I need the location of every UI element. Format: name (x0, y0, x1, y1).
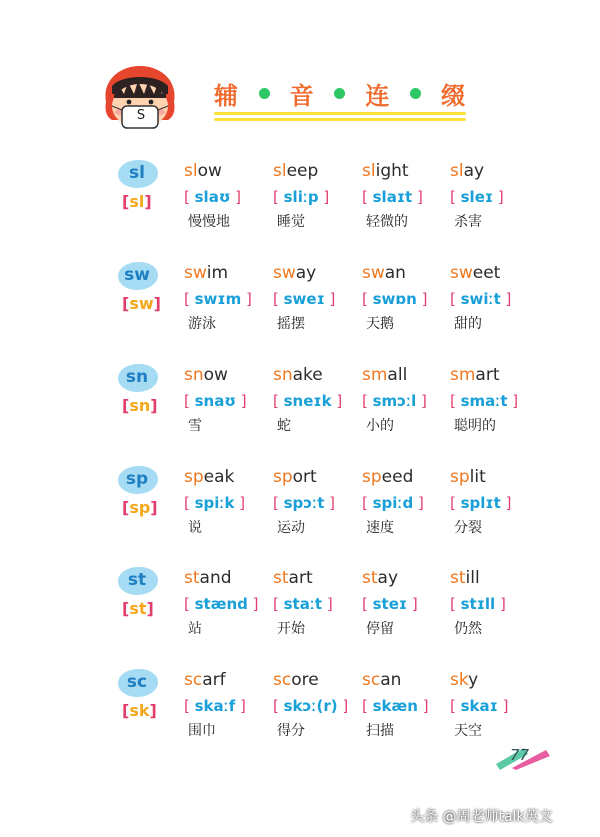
word-phonetic-text: stænd (194, 595, 248, 613)
word-lead-letters: sn (273, 365, 293, 385)
word-chinese: 小的 (366, 418, 394, 434)
word-rest-letters: ore (291, 670, 319, 690)
blend-row (0, 364, 600, 460)
word-chinese: 聪明的 (454, 418, 496, 434)
title-char: 连 (365, 81, 391, 110)
word-phonetic: [ swɪm ] (184, 290, 252, 308)
word-card (450, 466, 538, 537)
blend-row (0, 466, 600, 562)
word-lead-letters: sp (273, 467, 293, 487)
word-phonetic-text: swiːt (460, 290, 501, 308)
blend-ipa-text: sk (129, 701, 150, 720)
word-lead-letters: sp (184, 467, 204, 487)
word-phonetic-text: slaɪt (372, 188, 413, 206)
blend-ipa: [sn] (122, 396, 158, 415)
word-chinese: 速度 (366, 520, 394, 536)
word-phonetic: [ skæn ] (362, 697, 429, 715)
blend-label (118, 669, 162, 729)
word-card (184, 160, 272, 231)
blend-label (118, 567, 162, 627)
word-card (450, 669, 538, 740)
word-phonetic-text: stɪll (460, 595, 496, 613)
blend-label (118, 466, 162, 526)
word-rest-letters: eed (381, 467, 414, 487)
word-rest-letters: art (288, 568, 313, 588)
word-phonetic-text: smɔːl (372, 392, 417, 410)
word-rest-letters: ay (463, 161, 485, 181)
word-card (450, 364, 538, 435)
word-chinese: 慢慢地 (188, 214, 230, 230)
word-phonetic: [ smɔːl ] (362, 392, 427, 410)
blend-label (118, 160, 162, 220)
word-phonetic-text: steɪ (372, 595, 408, 613)
word-lead-letters: sl (273, 161, 287, 181)
word-phonetic: [ splɪt ] (450, 494, 512, 512)
blend-ipa-text: sn (129, 396, 151, 415)
word-phonetic: [ slaɪt ] (362, 188, 423, 206)
word-card (184, 364, 272, 435)
word-rest-letters: ay (377, 568, 399, 588)
word-phonetic-text: skæn (372, 697, 418, 715)
word-english (362, 669, 450, 691)
page-title (214, 78, 466, 122)
word-phonetic-text: spiːd (372, 494, 414, 512)
word-lead-letters: sw (273, 263, 296, 283)
word-rest-letters: ow (197, 161, 222, 181)
word-rest-letters: im (206, 263, 229, 283)
blend-text: st (127, 570, 147, 590)
word-card (362, 364, 450, 435)
word-chinese: 停留 (366, 621, 394, 637)
word-card (362, 567, 450, 638)
blend-text: sc (126, 672, 148, 692)
word-english (362, 466, 450, 488)
blend-ipa: [st] (122, 599, 154, 618)
word-phonetic-text: staːt (283, 595, 323, 613)
title-char: 缀 (440, 81, 466, 110)
word-rest-letters: arf (202, 670, 226, 690)
word-rest-letters: all (387, 365, 408, 385)
word-card (184, 262, 272, 333)
word-phonetic-text: snaʊ (194, 392, 236, 410)
avatar-badge: S (136, 108, 146, 123)
word-phonetic: [ spiːd ] (362, 494, 424, 512)
word-rest-letters: eak (203, 467, 235, 487)
word-card (273, 567, 361, 638)
watermark: 头条 @周老师talk英文 (410, 809, 553, 825)
word-phonetic: [ sneɪk ] (273, 392, 343, 410)
word-english (273, 262, 361, 284)
word-english (450, 669, 538, 691)
word-english (450, 160, 538, 182)
word-phonetic: [ spiːk ] (184, 494, 246, 512)
blend-text: sl (129, 163, 145, 183)
word-rest-letters: and (199, 568, 232, 588)
word-english (184, 364, 272, 386)
word-phonetic: [ swiːt ] (450, 290, 512, 308)
word-card (362, 466, 450, 537)
blend-text: sp (125, 469, 149, 489)
word-card (273, 262, 361, 333)
word-lead-letters: sl (450, 161, 464, 181)
word-chinese: 睡觉 (277, 214, 305, 230)
word-english (184, 262, 272, 284)
word-phonetic: [ spɔːt ] (273, 494, 336, 512)
word-phonetic-text: smaːt (460, 392, 508, 410)
word-lead-letters: sp (362, 467, 382, 487)
word-phonetic: [ smaːt ] (450, 392, 519, 410)
blend-row (0, 262, 600, 358)
word-phonetic: [ sliːp ] (273, 188, 330, 206)
word-rest-letters: eep (286, 161, 319, 181)
word-lead-letters: sm (362, 365, 388, 385)
word-english (184, 567, 272, 589)
word-phonetic-text: swɪm (194, 290, 242, 308)
word-lead-letters: sc (273, 670, 292, 690)
word-chinese: 扫描 (366, 723, 394, 739)
word-chinese: 说 (188, 520, 202, 536)
word-phonetic: [ snaʊ ] (184, 392, 247, 410)
word-lead-letters: sw (184, 263, 207, 283)
avatar-icon (98, 62, 182, 134)
blend-text: sw (124, 265, 150, 285)
word-rest-letters: ill (465, 568, 480, 588)
word-phonetic-text: skaɪ (460, 697, 498, 715)
word-phonetic-text: swɒn (372, 290, 417, 308)
word-card (184, 466, 272, 537)
word-phonetic-text: slaʊ (194, 188, 231, 206)
word-lead-letters: sl (184, 161, 198, 181)
title-underline (214, 112, 466, 115)
word-phonetic: [ skaːf ] (184, 697, 246, 715)
word-lead-letters: sn (184, 365, 204, 385)
word-lead-letters: sw (362, 263, 385, 283)
word-phonetic-text: sleɪ (460, 188, 494, 206)
word-lead-letters: st (273, 568, 289, 588)
page-number (494, 744, 552, 770)
title-underline (214, 118, 466, 121)
blend-text: sn (125, 367, 149, 387)
word-phonetic: [ sleɪ ] (450, 188, 504, 206)
word-card (273, 160, 361, 231)
word-card (184, 669, 272, 740)
word-rest-letters: ort (292, 467, 317, 487)
word-chinese: 甜的 (454, 316, 482, 332)
word-rest-letters: art (475, 365, 500, 385)
word-lead-letters: st (362, 568, 378, 588)
word-card (450, 567, 538, 638)
word-chinese: 运动 (277, 520, 305, 536)
title-char: 音 (289, 81, 315, 110)
word-chinese: 杀害 (454, 214, 482, 230)
word-phonetic: [ skɔː(r) ] (273, 697, 349, 715)
blend-ipa-text: sp (129, 498, 151, 517)
word-english (362, 160, 450, 182)
word-card (184, 567, 272, 638)
word-chinese: 轻微的 (366, 214, 408, 230)
word-phonetic: [ stɪll ] (450, 595, 506, 613)
word-phonetic: [ slaʊ ] (184, 188, 242, 206)
word-rest-letters: an (384, 263, 406, 283)
word-rest-letters: lit (469, 467, 486, 487)
word-chinese: 雪 (188, 418, 202, 434)
word-card (273, 669, 361, 740)
word-rest-letters: eet (472, 263, 501, 283)
word-lead-letters: sk (450, 670, 469, 690)
word-english (273, 669, 361, 691)
word-rest-letters: ight (375, 161, 409, 181)
word-english (450, 364, 538, 386)
word-english (273, 466, 361, 488)
word-phonetic-text: sneɪk (283, 392, 332, 410)
blend-label (118, 262, 162, 322)
word-rest-letters: ay (295, 263, 317, 283)
dot-icon (334, 88, 345, 99)
word-rest-letters: ow (203, 365, 228, 385)
blend-label (118, 364, 162, 424)
word-phonetic-text: spiːk (194, 494, 235, 512)
blend-row (0, 160, 600, 256)
word-phonetic: [ steɪ ] (362, 595, 418, 613)
word-phonetic-text: sliːp (283, 188, 319, 206)
word-lead-letters: st (184, 568, 200, 588)
word-lead-letters: st (450, 568, 466, 588)
word-phonetic: [ stænd ] (184, 595, 259, 613)
word-chinese: 游泳 (188, 316, 216, 332)
word-rest-letters: y (468, 670, 479, 690)
word-english (362, 364, 450, 386)
word-chinese: 站 (188, 621, 202, 637)
word-phonetic: [ sweɪ ] (273, 290, 336, 308)
word-english (362, 567, 450, 589)
word-lead-letters: sl (362, 161, 376, 181)
word-english (450, 567, 538, 589)
blend-row (0, 567, 600, 663)
blend-ipa: [sl] (122, 192, 152, 211)
word-phonetic-text: spɔːt (283, 494, 325, 512)
page-number-text: 77 (510, 746, 530, 764)
word-chinese: 围巾 (188, 723, 216, 739)
blend-ipa-text: sl (129, 192, 145, 211)
word-card (362, 669, 450, 740)
word-card (273, 364, 361, 435)
word-english (450, 466, 538, 488)
word-english (273, 567, 361, 589)
word-lead-letters: sc (362, 670, 381, 690)
word-phonetic-text: splɪt (460, 494, 501, 512)
word-card (362, 160, 450, 231)
word-chinese: 蛇 (277, 418, 291, 434)
word-phonetic: [ swɒn ] (362, 290, 428, 308)
word-phonetic: [ skaɪ ] (450, 697, 509, 715)
word-chinese: 开始 (277, 621, 305, 637)
word-english (450, 262, 538, 284)
word-english (184, 466, 272, 488)
word-chinese: 仍然 (454, 621, 482, 637)
word-chinese: 天鹅 (366, 316, 394, 332)
word-card (273, 466, 361, 537)
dot-icon (410, 88, 421, 99)
blend-ipa: [sk] (122, 701, 157, 720)
title-char: 辅 (214, 81, 239, 110)
dot-icon (259, 88, 270, 99)
word-chinese: 分裂 (454, 520, 482, 536)
word-english (184, 669, 272, 691)
blend-ipa: [sw] (122, 294, 161, 313)
word-phonetic-text: skɔː(r) (283, 697, 338, 715)
blend-ipa-text: sw (129, 294, 154, 313)
word-rest-letters: an (380, 670, 402, 690)
blend-ipa: [sp] (122, 498, 158, 517)
word-chinese: 摇摆 (277, 316, 305, 332)
word-chinese: 天空 (454, 723, 482, 739)
word-english (362, 262, 450, 284)
word-lead-letters: sc (184, 670, 203, 690)
word-lead-letters: sm (450, 365, 476, 385)
word-phonetic-text: sweɪ (283, 290, 325, 308)
word-english (184, 160, 272, 182)
word-lead-letters: sw (450, 263, 473, 283)
word-phonetic-text: skaːf (194, 697, 236, 715)
word-card (362, 262, 450, 333)
word-card (450, 262, 538, 333)
blend-ipa-text: st (129, 599, 147, 618)
word-chinese: 得分 (277, 723, 305, 739)
word-phonetic: [ staːt ] (273, 595, 333, 613)
word-card (450, 160, 538, 231)
word-lead-letters: sp (450, 467, 470, 487)
word-rest-letters: ake (292, 365, 323, 385)
word-english (273, 160, 361, 182)
word-english (273, 364, 361, 386)
